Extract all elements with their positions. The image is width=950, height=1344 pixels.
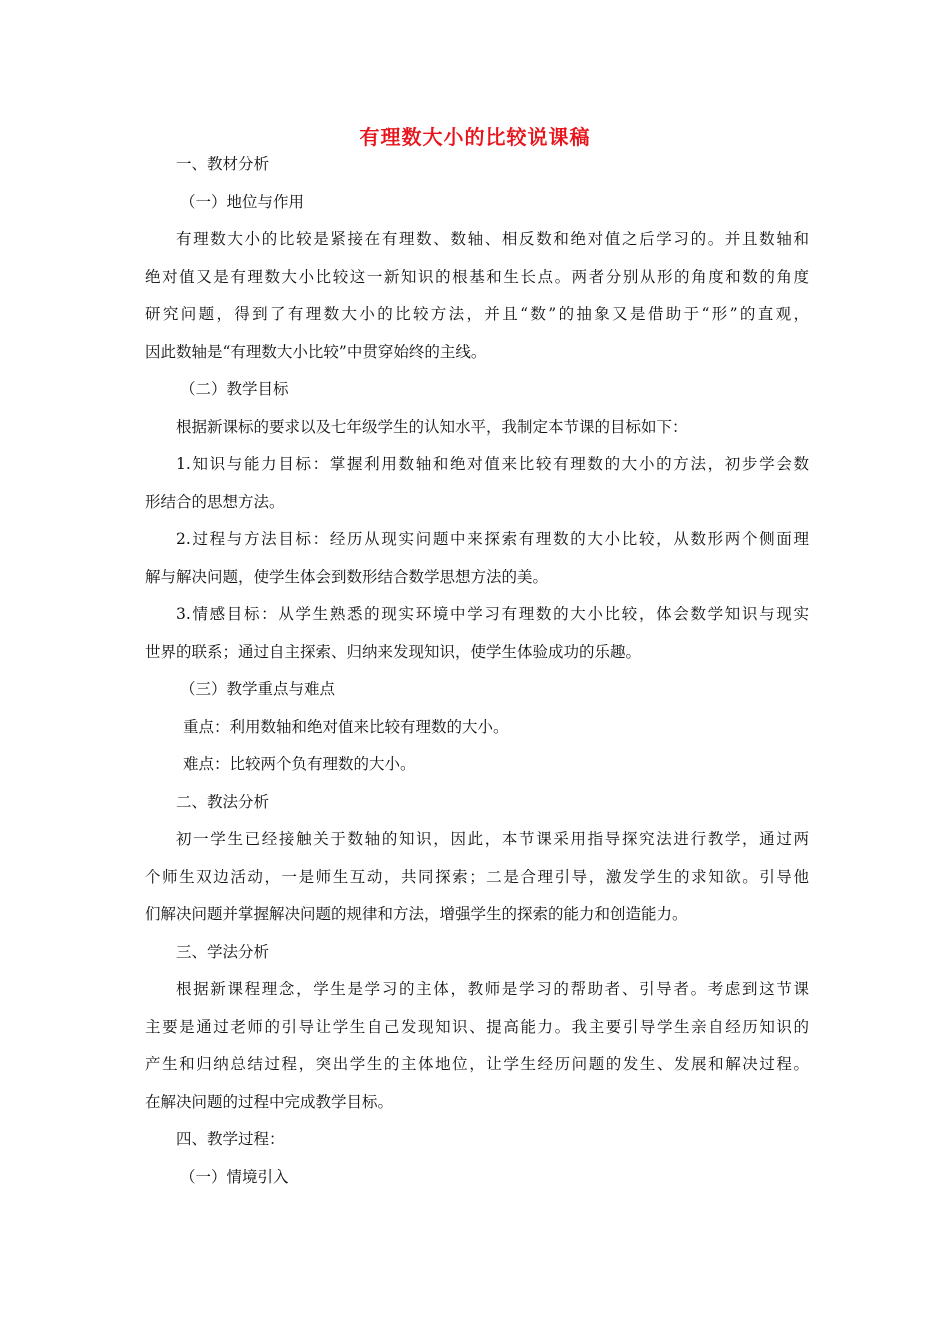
subsection-heading: （一）地位与作用 bbox=[180, 192, 305, 211]
goal-item bbox=[145, 596, 809, 671]
paragraph-line: 解与解决问题，使学生体会到数形结合数学思想方法的美。 bbox=[145, 567, 549, 586]
difficult-point: 难点：比较两个负有理数的大小。 bbox=[183, 755, 416, 773]
paragraph-line: 根据新课程理念，学生是学习的主体，教师是学习的帮助者、引导者。考虑到这节课 bbox=[176, 980, 809, 998]
paragraph-line: 3.情感目标：从学生熟悉的现实环境中学习有理数的大小比较，体会数学知识与现实 bbox=[176, 605, 809, 623]
document-body bbox=[145, 146, 809, 1196]
paragraph-line: 研究问题，得到了有理数大小的比较方法，并且“数”的抽象又是借助于“形”的直观， bbox=[145, 305, 809, 323]
subsection-heading: （一）情境引入 bbox=[180, 1167, 289, 1186]
section-heading: 四、教学过程： bbox=[176, 1130, 285, 1148]
section-heading: 一、教材分析 bbox=[176, 155, 270, 173]
goal-item bbox=[145, 446, 809, 521]
paragraph-line: 2.过程与方法目标：经历从现实问题中来探索有理数的大小比较，从数形两个侧面理 bbox=[176, 530, 809, 548]
paragraph-line: 主要是通过老师的引导让学生自己发现知识、提高能力。我主要引导学生亲自经历知识的 bbox=[145, 1017, 809, 1036]
paragraph-line: 形结合的思想方法。 bbox=[145, 492, 285, 511]
paragraph-line: 有理数大小的比较是紧接在有理数、数轴、相反数和绝对值之后学习的。并且数轴和 bbox=[176, 230, 809, 248]
section-heading: 三、学法分析 bbox=[176, 942, 270, 961]
paragraph-line: 世界的联系；通过自主探索、归纳来发现知识，使学生体验成功的乐趣。 bbox=[145, 642, 642, 661]
section-heading: 二、教法分析 bbox=[176, 792, 270, 811]
paragraph-line: 们解决问题并掌握解决问题的规律和方法，增强学生的探索的能力和创造能力。 bbox=[145, 905, 688, 923]
paragraph-line: 1.知识与能力目标：掌握利用数轴和绝对值来比较有理数的大小的方法，初步学会数 bbox=[176, 455, 809, 473]
key-point: 重点：利用数轴和绝对值来比较有理数的大小。 bbox=[183, 717, 509, 736]
goal-item bbox=[145, 521, 809, 596]
paragraph-line: 初一学生已经接触关于数轴的知识，因此，本节课采用指导探究法进行教学，通过两 bbox=[176, 830, 809, 848]
subsection-heading: （二）教学目标 bbox=[180, 380, 289, 398]
paragraph-line: 产生和归纳总结过程，突出学生的主体地位，让学生经历问题的发生、发展和解决过程。 bbox=[145, 1055, 809, 1073]
paragraph bbox=[145, 221, 809, 371]
paragraph-line: 根据新课标的要求以及七年级学生的认知水平，我制定本节课的目标如下： bbox=[176, 417, 688, 436]
paragraph-line: 在解决问题的过程中完成教学目标。 bbox=[145, 1092, 394, 1111]
paragraph-line: 因此数轴是“有理数大小比较”中贯穿始终的主线。 bbox=[145, 342, 487, 361]
paragraph bbox=[145, 821, 809, 934]
document-title: 有理数大小的比较说课稿 bbox=[359, 125, 591, 149]
paragraph-line: 绝对值又是有理数大小比较这一新知识的根基和生长点。两者分别从形的角度和数的角度 bbox=[145, 267, 809, 286]
paragraph bbox=[145, 971, 809, 1121]
paragraph-line: 个师生双边活动，一是师生互动，共同探索；二是合理引导，激发学生的求知欲。引导他 bbox=[145, 867, 809, 886]
subsection-heading: （三）教学重点与难点 bbox=[180, 680, 336, 698]
